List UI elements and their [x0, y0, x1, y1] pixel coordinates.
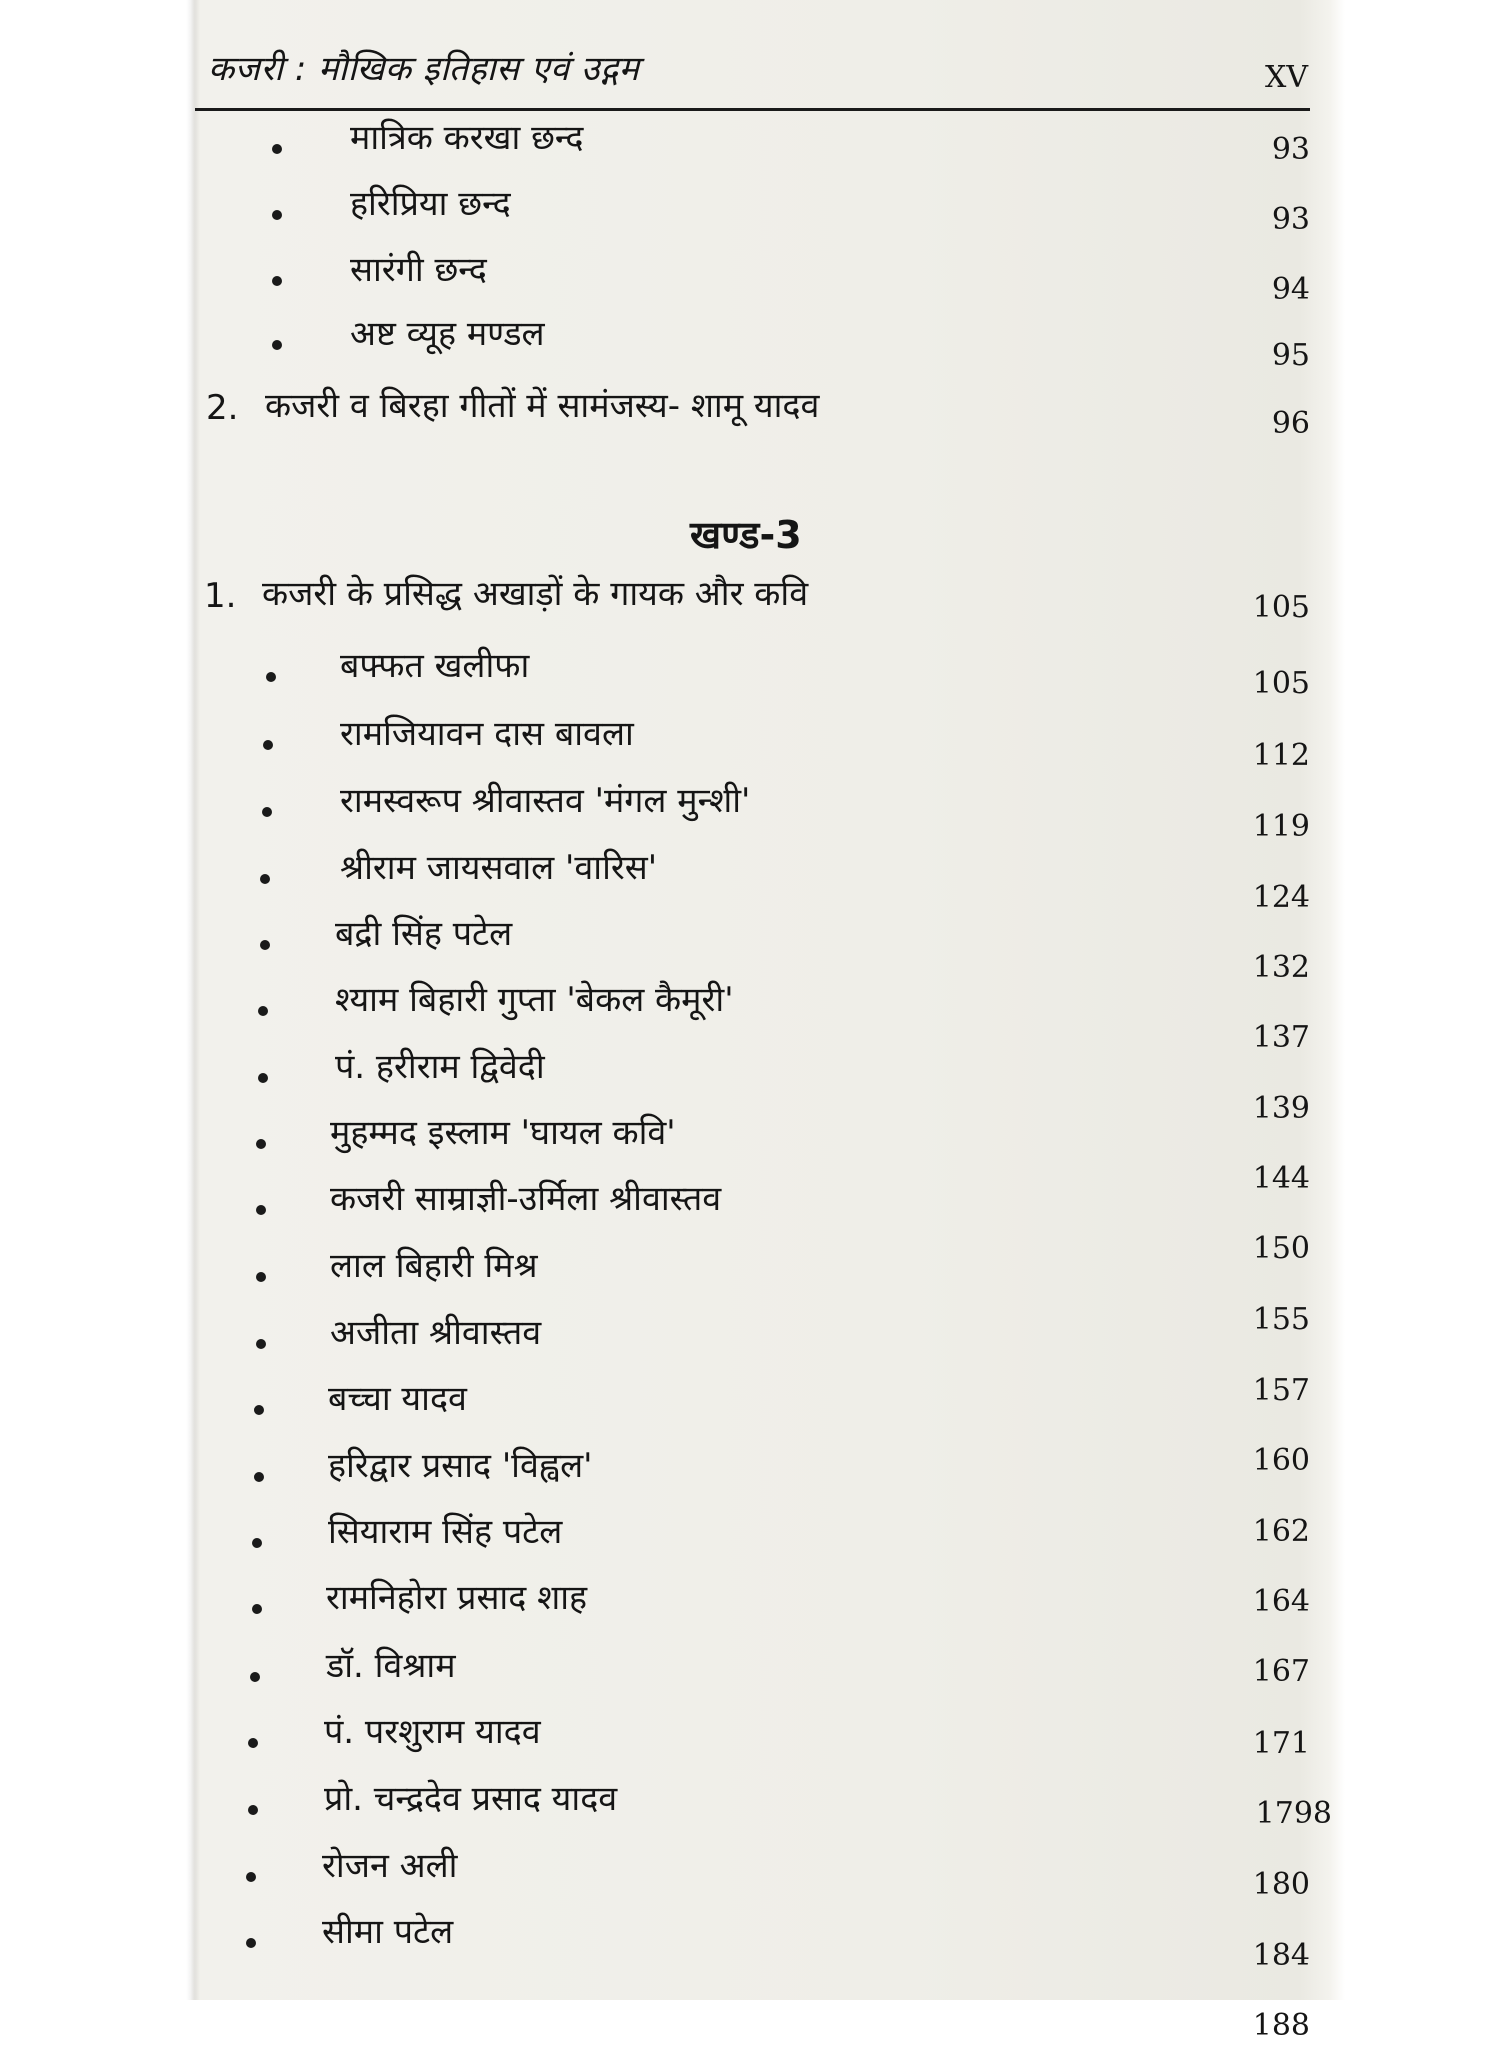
bullet-icon: [256, 1205, 266, 1215]
toc-entry-title: श्याम बिहारी गुप्ता 'बेकल कैमूरी': [335, 980, 734, 1020]
toc-entry-title: डॉ. विश्राम: [326, 1646, 456, 1686]
toc-entry-page: 164: [1252, 1584, 1310, 1619]
toc-entry-page: 162: [1252, 1514, 1310, 1549]
bullet-icon: [254, 1405, 264, 1415]
toc-entry-title: पं. हरीराम द्विवेदी: [335, 1047, 545, 1087]
bullet-icon: [272, 144, 282, 154]
toc-entry-title: सीमा पटेल: [322, 1912, 454, 1952]
toc-entry-title: बच्चा यादव: [328, 1379, 467, 1419]
bullet-icon: [248, 1738, 258, 1748]
toc-entry-title: कजरी साम्राज्ञी-उर्मिला श्रीवास्तव: [330, 1179, 722, 1219]
bullet-icon: [260, 940, 270, 950]
toc-entry-page: 105: [1252, 590, 1310, 625]
bullet-icon: [246, 1872, 256, 1882]
section-heading: खण्ड-3: [690, 513, 802, 557]
toc-entry-title: अजीता श्रीवास्तव: [330, 1313, 542, 1353]
page-edge-shadow: [186, 0, 200, 2000]
toc-entry-page: 119: [1252, 809, 1310, 844]
toc-entry-title: अष्ट व्यूह मण्डल: [350, 314, 545, 354]
toc-entry-page: 180: [1252, 1867, 1310, 1902]
toc-entry-title: रामनिहोरा प्रसाद शाह: [326, 1578, 588, 1618]
bullet-icon: [272, 340, 282, 350]
toc-entry-page: 112: [1252, 738, 1310, 773]
toc-entry-title: हरिद्वार प्रसाद 'विह्वल': [328, 1446, 593, 1486]
toc-entry-title: पं. परशुराम यादव: [324, 1712, 541, 1752]
toc-entry-title: बफ्फत खलीफा: [340, 646, 530, 686]
toc-entry-title: मात्रिक करखा छन्द: [350, 118, 584, 158]
toc-entry-page: 93: [1271, 202, 1310, 237]
toc-entry-title: प्रो. चन्द्रदेव प्रसाद यादव: [324, 1779, 618, 1819]
toc-entry-page: 95: [1271, 338, 1310, 373]
bullet-icon: [254, 1472, 264, 1482]
bullet-icon: [256, 1339, 266, 1349]
bullet-icon: [263, 740, 273, 750]
bullet-icon: [262, 807, 272, 817]
bullet-icon: [272, 276, 282, 286]
toc-entry-page: 150: [1252, 1231, 1310, 1266]
toc-entry-title: कजरी के प्रसिद्ध अखाड़ों के गायक और कवि: [262, 574, 809, 614]
toc-entry-page: 93: [1271, 132, 1310, 167]
toc-entry-title: श्रीराम जायसवाल 'वारिस': [340, 848, 658, 888]
toc-entry-title: हरिप्रिया छन्द: [350, 184, 511, 224]
bullet-icon: [246, 1938, 256, 1948]
toc-entry-title: बद्री सिंह पटेल: [335, 914, 513, 954]
bullet-icon: [266, 672, 276, 682]
toc-entry-page: 160: [1252, 1443, 1310, 1478]
toc-entry-page: 137: [1252, 1020, 1310, 1055]
bullet-icon: [258, 1006, 268, 1016]
toc-entry-title: रामस्वरूप श्रीवास्तव 'मंगल मुन्शी': [340, 781, 751, 821]
running-header-title: कजरी : मौखिक इतिहास एवं उद्गम: [208, 49, 640, 89]
toc-entry-page: 144: [1252, 1161, 1310, 1196]
toc-entry-title: रोजन अली: [322, 1846, 458, 1886]
toc-entry-page: 139: [1252, 1091, 1310, 1126]
bullet-icon: [260, 874, 270, 884]
toc-entry-page: 188: [1252, 2008, 1310, 2043]
toc-entry-number: 2.: [206, 388, 239, 428]
toc-entry-title: मुहम्मद इस्लाम 'घायल कवि': [330, 1113, 676, 1153]
toc-entry-page: 155: [1252, 1302, 1310, 1337]
toc-entry-page: 167: [1252, 1654, 1310, 1689]
bullet-icon: [272, 210, 282, 220]
toc-entry-page: 94: [1271, 272, 1310, 307]
bullet-icon: [258, 1073, 268, 1083]
toc-entry-page: 105: [1252, 666, 1310, 701]
bullet-icon: [252, 1604, 262, 1614]
toc-entry-title: कजरी व बिरहा गीतों में सामंजस्य- शामू यादव: [265, 386, 820, 426]
toc-entry-page: 157: [1252, 1373, 1310, 1408]
toc-entry-title: सारंगी छन्द: [350, 250, 487, 290]
bullet-icon: [252, 1538, 262, 1548]
toc-entry-number: 1.: [204, 576, 237, 616]
toc-entry-title: लाल बिहारी मिश्र: [330, 1246, 538, 1286]
bullet-icon: [250, 1672, 260, 1682]
toc-entry-title: सियाराम सिंह पटेल: [328, 1512, 563, 1552]
bullet-icon: [256, 1139, 266, 1149]
toc-entry-page: 171: [1252, 1726, 1310, 1761]
toc-entry-page: 132: [1252, 950, 1310, 985]
toc-entry-page: 96: [1271, 406, 1310, 441]
toc-entry-page: 184: [1252, 1938, 1310, 1973]
toc-entry-page: 124: [1252, 880, 1310, 915]
toc-entry-page: 1798: [1255, 1796, 1332, 1831]
running-header-page-number: XV: [1265, 60, 1309, 95]
bullet-icon: [256, 1272, 266, 1282]
bullet-icon: [248, 1805, 258, 1815]
header-rule: [195, 108, 1310, 111]
toc-entry-title: रामजियावन दास बावला: [340, 714, 634, 754]
